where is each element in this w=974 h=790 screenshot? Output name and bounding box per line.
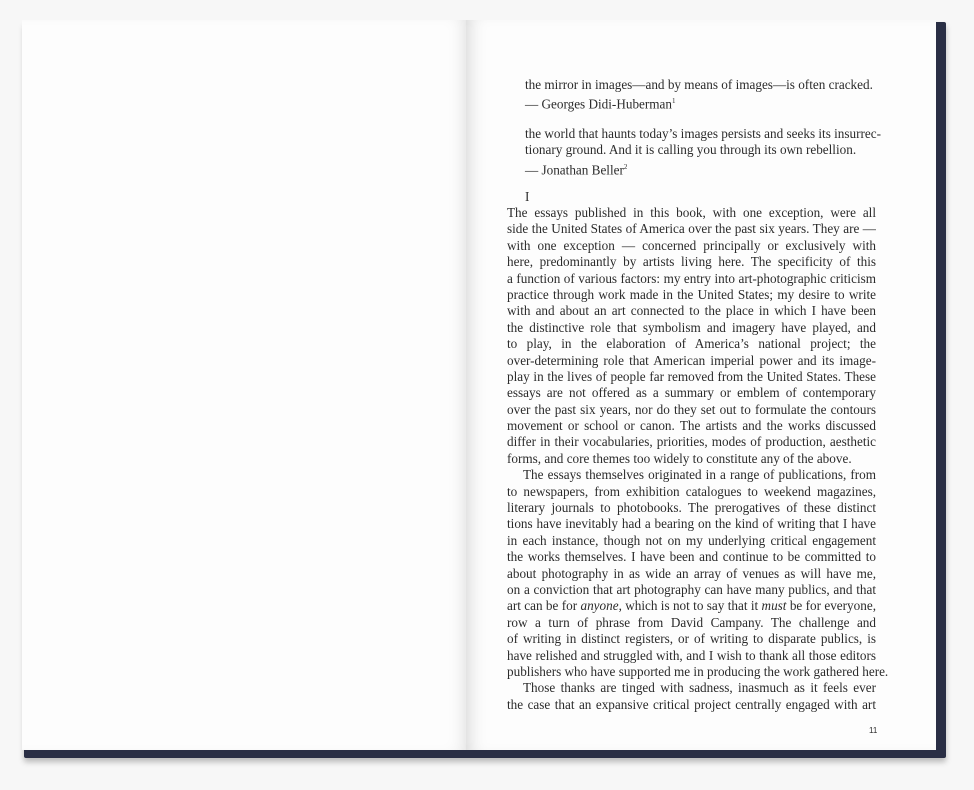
paragraph: [507, 680, 876, 713]
text-line: on a conviction that art photography can have many publics, and that: [507, 581, 876, 597]
attribution-text: — Georges Didi-Huberman: [525, 96, 672, 112]
text-line: play in the lives of people far removed from the United States. These: [507, 368, 876, 384]
text-line: have relished and struggled with, and I wish to thank all those editors: [507, 647, 876, 663]
text-line: The essays published in this book, with one exception, were all: [507, 205, 876, 220]
epigraph-line: the world that haunts today’s images persists and seeks its insurrec-: [525, 126, 881, 141]
text-line: Those thanks are tinged with sadness, inasmuch as it feels ever: [523, 680, 876, 696]
text-line: publishers who have supported me in producing the work gathered here.: [507, 663, 889, 679]
body-text: [507, 205, 889, 713]
text-line: movement or school or canon. The artists and the works discussed: [507, 418, 876, 434]
epigraph-1: [525, 77, 873, 110]
text-line: row a turn of phrase from David Campany. The challenge and: [507, 614, 876, 630]
text-line: here, predominantly by artists living here. The specificity of this: [507, 254, 876, 270]
footnote-marker[interactable]: 1: [671, 97, 676, 106]
text-line: essays are not offered as a summary or emblem of contemporary: [507, 385, 876, 401]
epigraph-attribution: [525, 159, 881, 178]
text-line: The essays themselves originated in a range of publications, from: [523, 467, 876, 483]
text-line: differ in their vocabularies, priorities, modes of production, aesthetic: [507, 434, 876, 450]
text-line: art can be for anyone, which is not to say that it must be for everyone,: [507, 598, 876, 614]
left-page-blank: [22, 20, 468, 750]
text-line: literary journals to photobooks. The prerogatives of these distinct: [507, 500, 876, 516]
paragraph: [507, 467, 889, 680]
text-line: forms, and core themes too widely to constitute any of the above.: [507, 450, 852, 466]
text-line: over-determining role that American imperial power and its image-: [507, 352, 876, 368]
right-page: [466, 20, 936, 750]
epigraph-attribution: [525, 93, 873, 112]
text-line: a function of various factors: my entry into art-photographic criticism: [507, 270, 876, 286]
paragraph: [507, 205, 876, 467]
epigraph-line: tionary ground. And it is calling you through its own rebellion.: [525, 142, 857, 158]
text-line: the case that an expansive critical project centrally engaged with art: [507, 696, 876, 712]
text-line: to play, in the elaboration of America’s national project; the: [507, 336, 876, 352]
section-numeral: I: [525, 189, 530, 204]
text-line: the works themselves. I have been and continue to be committed to: [507, 549, 876, 565]
text-line: side the United States of America over the past six years. They are —: [507, 221, 876, 237]
text-line: about photography in as wide an array of venues as will have me,: [507, 565, 876, 581]
text-line: the distinctive role that symbolism and imagery have played, and: [507, 319, 876, 335]
text-line: in each instance, though not on my underlying critical engagement: [507, 532, 876, 548]
epigraph-2: [525, 126, 881, 178]
text-line: tions have inevitably had a bearing on the kind of writing that I have: [507, 516, 876, 532]
text-line: with and about an art connected to the place in which I have been: [507, 303, 876, 319]
text-line: of writing in distinct registers, or of writing to disparate publics, is: [507, 631, 876, 647]
page-number: 11: [869, 726, 878, 735]
attribution-text: — Jonathan Beller: [525, 162, 624, 178]
text-line: over the past six years, nor do they set out to formulate the contours: [507, 401, 876, 417]
footnote-marker[interactable]: 2: [623, 162, 628, 171]
text-line: to newspapers, from exhibition catalogues to weekend magazines,: [507, 483, 876, 499]
text-line: with one exception — concerned principally or exclusively with: [507, 237, 876, 253]
text-line: practice through work made in the United States; my desire to write: [507, 286, 876, 302]
epigraph-line: the mirror in images—and by means of images—is often cracked.: [525, 77, 873, 92]
